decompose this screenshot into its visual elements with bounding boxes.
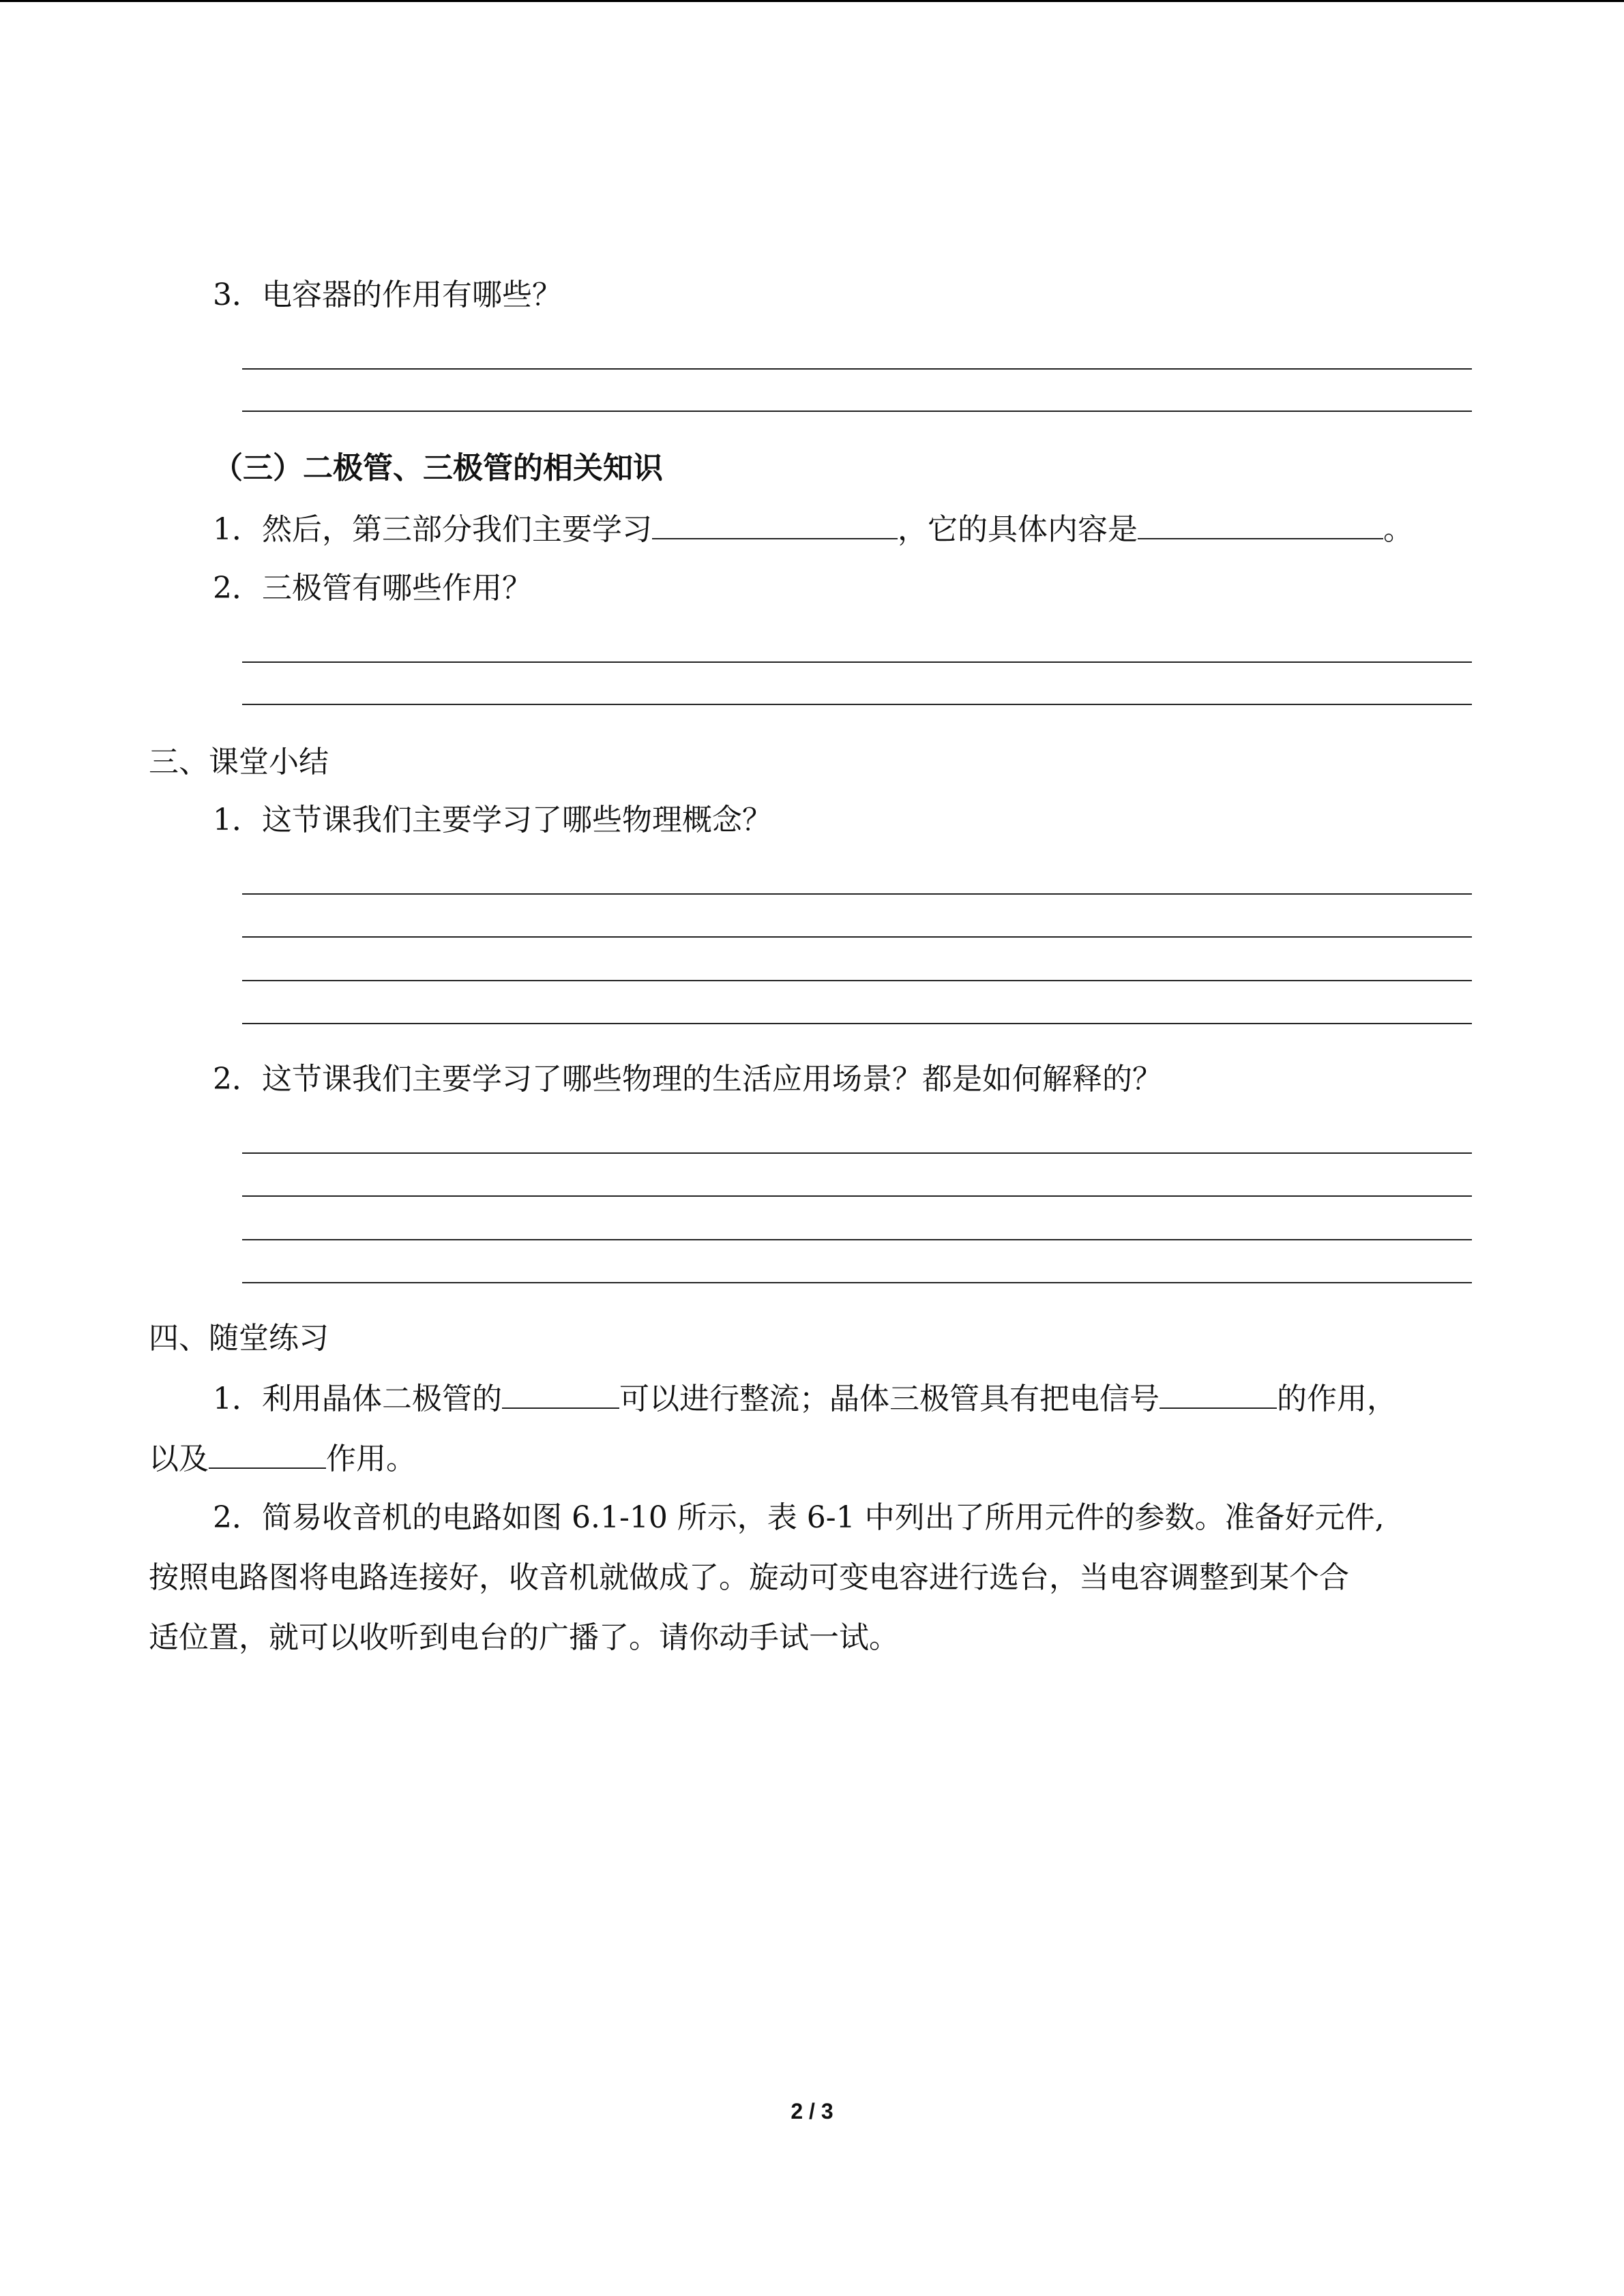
answer-line[interactable] <box>242 893 1472 895</box>
question-summary-2: 2．这节课我们主要学习了哪些物理的生活应用场景？都是如何解释的？ <box>213 1062 1162 1097</box>
question-capacitor: 3．电容器的作用有哪些？ <box>213 278 562 312</box>
section-heading-diode: （三）二极管、三极管的相关知识 <box>213 451 663 486</box>
section-heading-summary: 三、课堂小结 <box>149 745 329 779</box>
section-heading-practice: 四、随堂练习 <box>149 1321 329 1356</box>
practice-question-2-line1: 2．简易收音机的电路如图 6.1-10 所示，表 6-1 中列出了所用元件的参数。准备好元件, <box>213 1500 1385 1535</box>
question-diode-2: 2．三极管有哪些作用？ <box>213 571 532 606</box>
answer-line[interactable] <box>242 704 1472 705</box>
question-summary-1: 1．这节课我们主要学习了哪些物理概念？ <box>213 803 772 837</box>
question-text: 1．然后，第三部分我们主要学习 <box>213 512 652 547</box>
answer-line[interactable] <box>242 936 1472 938</box>
answer-line[interactable] <box>242 980 1472 981</box>
question-text: 以及 <box>149 1442 209 1476</box>
answer-line[interactable] <box>242 411 1472 412</box>
practice-question-1-line1 <box>213 1377 1397 1420</box>
question-text: 1．利用晶体二极管的 <box>213 1382 502 1416</box>
answer-line[interactable] <box>242 1023 1472 1024</box>
fill-blank[interactable] <box>1160 1377 1277 1409</box>
question-text: 。 <box>1383 512 1413 547</box>
answer-line[interactable] <box>242 661 1472 663</box>
practice-question-2-line2: 按照电路图将电路连接好，收音机就做成了。旋动可变电容进行选台，当电容调整到某个合 <box>149 1560 1349 1595</box>
practice-question-2-line3: 适位置，就可以收听到电台的广播了。请你动手试一试。 <box>149 1620 899 1655</box>
answer-line[interactable] <box>242 1282 1472 1283</box>
answer-line[interactable] <box>242 368 1472 370</box>
answer-line[interactable] <box>242 1152 1472 1154</box>
question-text: 的作用， <box>1277 1382 1397 1416</box>
answer-line[interactable] <box>242 1195 1472 1197</box>
answer-line[interactable] <box>242 1239 1472 1240</box>
practice-question-1-line2 <box>149 1437 416 1480</box>
question-diode-1 <box>213 508 1413 550</box>
page-number: 2 / 3 <box>791 2099 833 2123</box>
fill-blank[interactable] <box>502 1377 619 1409</box>
question-text: ，它的具体内容是 <box>898 512 1138 547</box>
fill-blank[interactable] <box>209 1437 326 1469</box>
top-border <box>0 0 1624 2</box>
fill-blank[interactable] <box>1138 508 1383 539</box>
question-text: 作用。 <box>326 1442 416 1476</box>
fill-blank[interactable] <box>652 508 898 539</box>
question-text: 可以进行整流；晶体三极管具有把电信号 <box>619 1382 1160 1416</box>
